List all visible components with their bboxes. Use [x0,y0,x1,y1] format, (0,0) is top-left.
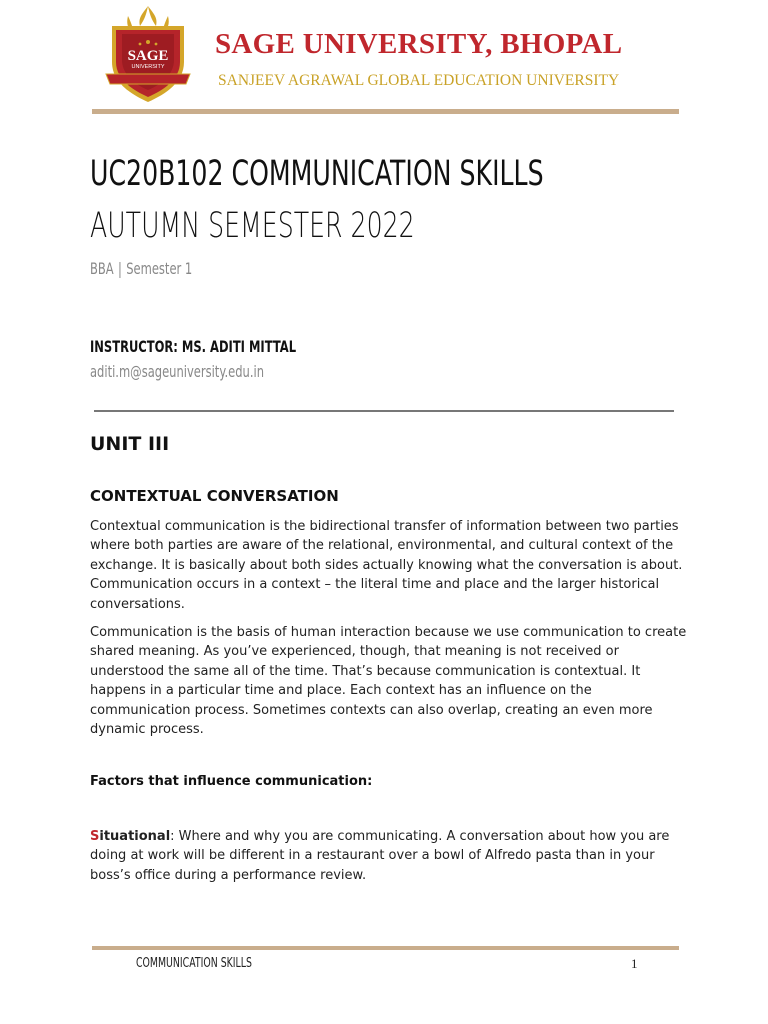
unit-heading: UNIT III [90,433,170,455]
factor-situational [90,827,690,885]
paragraph-1: Contextual communication is the bidirectional transfer of information between two parties where both parties are aware of the relational, environmental, and cultural context of the exchange. It is basically about both sides actually knowing what the conversation is about. Communication occurs in a context – the literal time and place and the larger historical conversations. [90,519,683,612]
footer-label: COMMUNICATION SKILLS [136,956,252,971]
page-number: 1 [631,956,638,971]
header-divider [92,109,679,114]
logo-text: SAGE [127,48,169,64]
paragraph-2: Communication is the basis of human interaction because we use communication to create shared meaning. As you’ve experienced, though, that meaning is not received or understood the same all of the time. That’s because communication is contextual. It happens in a particular time and place. Each context has an influence on the communication process. Sometimes contexts can also overlap, creating an even more dynamic process. [90,625,687,738]
instructor-name: INSTRUCTOR: MS. ADITI MITTAL [90,337,297,356]
footer-divider [92,946,679,950]
factor-initial: S [90,829,100,844]
section-heading: CONTEXTUAL CONVERSATION [90,487,339,505]
program-separator: | [118,259,122,278]
factor-term: ituational [99,829,171,844]
factors-heading: Factors that influence communication: [90,774,373,789]
program-info [90,259,192,278]
semester-title: AUTUMN SEMESTER 2022 [90,206,415,246]
factor-description: : Where and why you are communicating. A conversation about how you are doing at work will be different in a restaurant over a bowl of Alfredo pasta than in your boss’s office during a performance review. [90,829,670,883]
logo-subtext: UNIVERSITY [131,64,165,70]
program-name: BBA [90,259,114,278]
program-term: Semester 1 [126,259,193,278]
university-name: SAGE UNIVERSITY, BHOPAL [215,28,623,60]
university-logo [98,4,198,104]
instructor-email: aditi.m@sageuniversity.edu.in [90,362,265,381]
course-title: UC20B102 COMMUNICATION SKILLS [90,154,544,194]
section-divider [94,410,674,412]
university-subtitle: SANJEEV AGRAWAL GLOBAL EDUCATION UNIVERSITY [218,72,620,89]
